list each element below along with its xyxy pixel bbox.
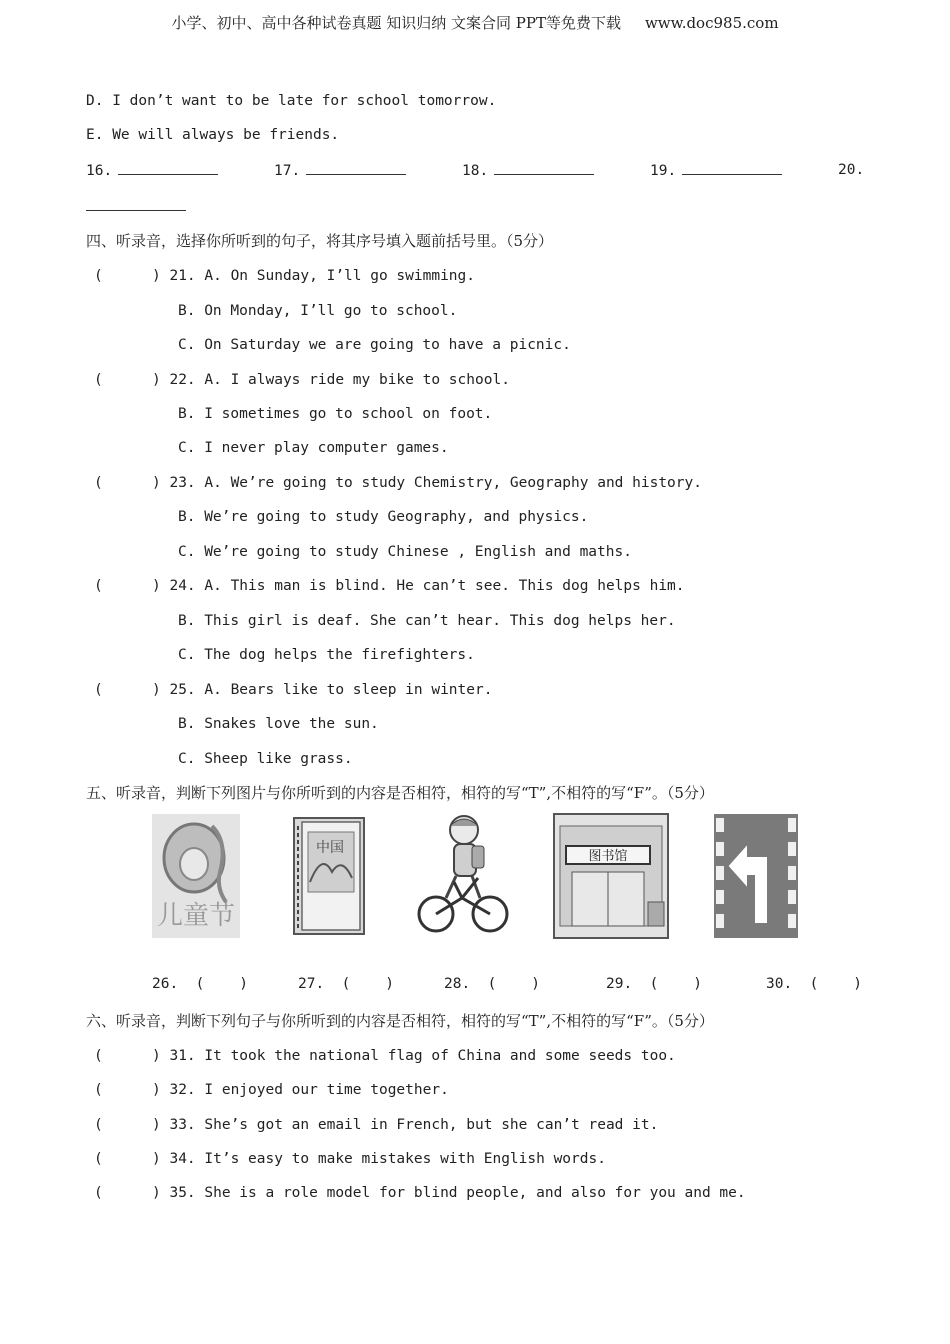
blank-label-19: 19. (650, 163, 677, 179)
answer-paren[interactable]: ( (94, 1082, 103, 1098)
q23-c: C. We’re going to study Chinese , English and maths. (178, 544, 632, 560)
answer-30[interactable]: 30. ( ) (766, 976, 863, 992)
answer-blank-17[interactable] (274, 160, 406, 181)
q24-c: C. The dog helps the firefighters. (178, 647, 475, 663)
q21-c: C. On Saturday we are going to have a picnic. (178, 337, 571, 353)
q21-a: ) 21. A. On Sunday, I’ll go swimming. (152, 268, 476, 284)
childrens-day-image (150, 812, 242, 940)
blank-line (118, 160, 218, 175)
answer-paren[interactable]: ( (94, 475, 103, 491)
q25-b: B. Snakes love the sun. (178, 716, 379, 732)
book-title-text: 中国 (316, 840, 344, 856)
q24-line (94, 576, 685, 596)
q22-a: ) 22. A. I always ride my bike to school. (152, 372, 510, 388)
q24-a: ) 24. A. This man is blind. He can’t see. This dog helps him. (152, 578, 685, 594)
section4-heading: 四、听录音，选择你所听到的句子，将其序号填入题前括号里。（5分） (86, 232, 554, 250)
answer-blank-18[interactable] (462, 160, 594, 181)
blank-line (306, 160, 406, 175)
q25-line (94, 680, 492, 700)
answer-28[interactable]: 28. ( ) (444, 976, 541, 992)
q21-b: B. On Monday, I’ll go to school. (178, 303, 458, 319)
q34-line (94, 1149, 606, 1169)
answer-paren[interactable]: ( (94, 1117, 103, 1133)
q32-text: ) 32. I enjoyed our time together. (152, 1082, 449, 1098)
option-e: E. We will always be friends. (86, 127, 340, 143)
picture-row (150, 812, 810, 944)
answer-label-20: 20. (838, 162, 865, 178)
q24-b: B. This girl is deaf. She can’t hear. This dog helps her. (178, 613, 676, 629)
blank-label-17: 17. (274, 163, 301, 179)
blank-line (86, 196, 186, 211)
section6-heading: 六、听录音，判断下列句子与你所听到的内容是否相符，相符的写“T”,不相符的写“F”。（5分） (86, 1012, 714, 1030)
blank-line (682, 160, 782, 175)
q33-line (94, 1115, 658, 1135)
answer-paren[interactable]: ( (94, 1048, 103, 1064)
answer-blank-19[interactable] (650, 160, 782, 181)
answer-blank-16[interactable] (86, 160, 218, 181)
q25-c: C. Sheep like grass. (178, 751, 353, 767)
answer-paren[interactable]: ( (94, 682, 103, 698)
library-sign-text: 图书馆 (588, 849, 628, 864)
q23-a: ) 23. A. We’re going to study Chemistry, Geography and history. (152, 475, 702, 491)
answer-paren[interactable]: ( (94, 372, 103, 388)
answer-paren[interactable]: ( (94, 268, 103, 284)
q34-text: ) 34. It’s easy to make mistakes with English words. (152, 1151, 606, 1167)
blank-label-18: 18. (462, 163, 489, 179)
q23-b: B. We’re going to study Geography, and physics. (178, 509, 589, 525)
option-d: D. I don’t want to be late for school tomorrow. (86, 93, 497, 109)
q33-text: ) 33. She’s got an email in French, but she can’t read it. (152, 1117, 659, 1133)
section5-heading: 五、听录音，判断下列图片与你所听到的内容是否相符，相符的写“T”,不相符的写“F”。（5分） (86, 784, 714, 802)
q32-line (94, 1080, 449, 1100)
answer-paren[interactable]: ( (94, 1151, 103, 1167)
header-title: 小学、初中、高中各种试卷真题 知识归纳 文案合同 PPT等免费下载 (171, 14, 621, 32)
blank-label-16: 16. (86, 163, 113, 179)
answer-blank-20[interactable] (86, 196, 186, 217)
boy-riding-bike-image (416, 812, 510, 940)
q25-a: ) 25. A. Bears like to sleep in winter. (152, 682, 493, 698)
q23-line (94, 473, 702, 493)
q31-text: ) 31. It took the national flag of China and some seeds too. (152, 1048, 676, 1064)
book-image (290, 812, 370, 940)
header-url[interactable]: www.doc985.com (644, 14, 779, 32)
q35-text: ) 35. She is a role model for blind people, and also for you and me. (152, 1185, 746, 1201)
q22-line (94, 370, 510, 390)
q22-c: C. I never play computer games. (178, 440, 449, 456)
page-header (0, 12, 950, 33)
answer-paren[interactable]: ( (94, 1185, 103, 1201)
q21-line (94, 266, 475, 286)
answer-29[interactable]: 29. ( ) (606, 976, 703, 992)
q31-line (94, 1046, 676, 1066)
library-image (552, 812, 670, 940)
turn-left-sign-image (712, 812, 800, 940)
answer-27[interactable]: 27. ( ) (298, 976, 395, 992)
childrens-day-text: 儿童节 (156, 901, 236, 931)
q22-b: B. I sometimes go to school on foot. (178, 406, 493, 422)
answer-paren[interactable]: ( (94, 578, 103, 594)
answer-26[interactable]: 26. ( ) (152, 976, 249, 992)
blank-line (494, 160, 594, 175)
q35-line (94, 1183, 746, 1203)
